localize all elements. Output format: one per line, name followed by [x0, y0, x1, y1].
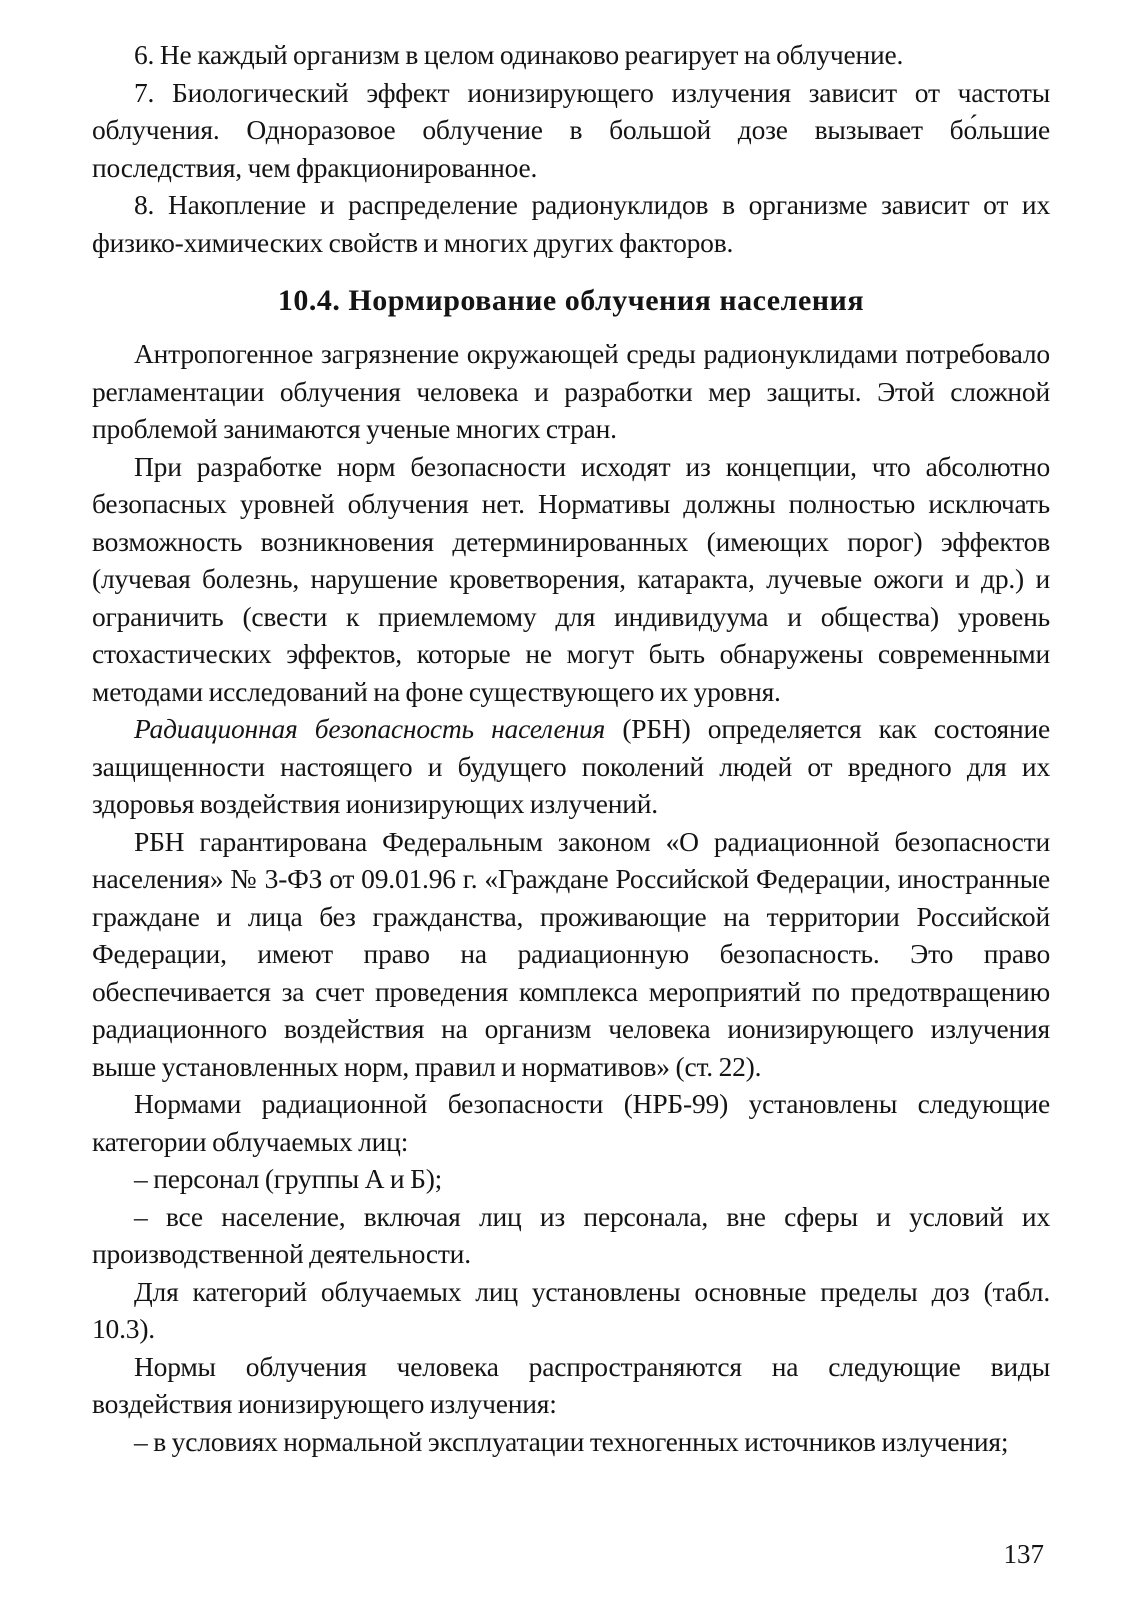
term-radiation-safety: Радиационная безопасность населения — [134, 713, 606, 744]
intro-item-6: 6. Не каждый организм в целом одинаково реагирует на облучение. — [134, 39, 904, 70]
intro-list — [92, 36, 1050, 261]
definition-text: (РБН) определяется как состояние защищенности настоящего и будущего поколений людей от вредного для их здоровья воздействия ионизирующих излучений. — [92, 713, 1051, 819]
paragraph-anthropogenic: Антропогенное загрязнение окружающей среды радионуклидами потребовало регламентации облучения человека и разработки мер защиты. Этой сложной проблемой занимаются ученые многих стран. — [92, 338, 1050, 444]
section-number: 10.4. — [277, 284, 341, 317]
paragraph-federal-law: РБН гарантирована Федеральным законом «О радиационной безопасности населения» № 3-ФЗ от 09.01.96 г. «Граждане Российской Федерации, иностранные граждане и лица без гражданства, проживающие на территории Российской Федерации, имеют право на радиационную безопасность. Это право обеспечивается за счет проведения комплекса мероприятий по предотвращению радиационного воздействия на организм человека ионизирующего излучения выше установленных норм, правил и нормативов» (ст. 22). — [92, 825, 1050, 1082]
list-item-population: – все население, включая лиц из персонала, вне сферы и условий их производственной деятельности. — [92, 1200, 1050, 1269]
section-body — [92, 335, 1050, 1460]
paragraph-exposure-types: Нормы облучения человека распространяются на следующие виды воздействия ионизирующего излучения: — [92, 1350, 1050, 1419]
list-item-personnel: – персонал (группы А и Б); — [134, 1163, 443, 1194]
page-number: 137 — [1003, 1539, 1044, 1569]
list-item-normal-operation: – в условиях нормальной эксплуатации техногенных источников излучения; — [134, 1425, 1009, 1457]
section-heading — [92, 281, 1050, 321]
paragraph-safety-norms: При разработке норм безопасности исходят из концепции, что абсолютно безопасных уровней облучения нет. Нормативы должны полностью исключать возможность возникновения детерминированных (имеющих порог) эффектов (лучевая болезнь, нарушение кроветворения, катаракта, лучевые ожоги и др.) и ограничить (свести к приемлемому для индивидуума и общества) уровень стохастических эффектов, которые не могут быть обнаружены современными методами исследований на фоне существующего их уровня. — [92, 450, 1050, 707]
paragraph-rbn-definition — [92, 710, 1050, 823]
intro-item-7: 7. Биологический эффект ионизирующего излучения зависит от частоты облучения. Одноразовое облучение в большой дозе вызывает бо́льшие последствия, чем фракционированное. — [92, 76, 1050, 183]
paragraph-nrb-categories: Нормами радиационной безопасности (НРБ-99) установлены следующие категории облучаемых лиц: — [92, 1088, 1050, 1157]
section-title: Нормирование облучения населения — [348, 284, 865, 317]
intro-item-8: 8. Накопление и распределение радионуклидов в организме зависит от их физико-химических свойств и многих других факторов. — [92, 189, 1050, 258]
paragraph-dose-limits: Для категорий облучаемых лиц установлены основные пределы доз (табл. 10.3). — [92, 1275, 1050, 1344]
